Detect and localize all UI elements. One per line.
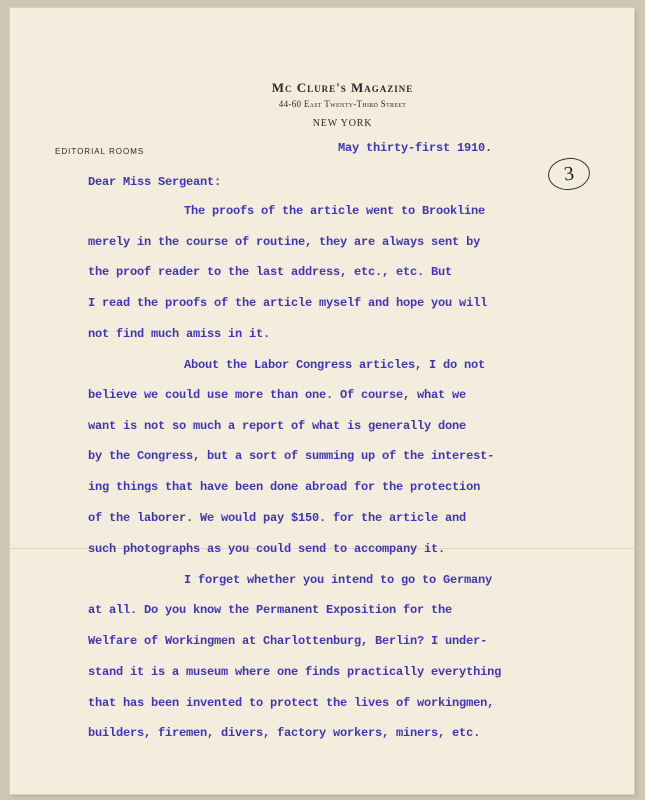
letter-line: I forget whether you intend to go to Germany [184, 573, 493, 587]
letter-line: About the Labor Congress articles, I do not [184, 358, 486, 372]
letter-line: not find much amiss in it. [88, 327, 271, 341]
letter-line: I read the proofs of the article myself and hope you will [88, 296, 488, 310]
letter-line: builders, firemen, divers, factory workers, miners, etc. [88, 726, 481, 740]
letter-line: ing things that have been done abroad for the protection [88, 480, 481, 494]
letter-line: merely in the course of routine, they are always sent by [88, 235, 481, 249]
letterhead-title: Mc Clure's Magazine [271, 80, 414, 95]
letter-line: believe we could use more than one. Of course, what we [88, 388, 467, 402]
letter-line: at all. Do you know the Permanent Exposition for the [88, 603, 453, 617]
letter-date: May thirty-first 1910. [338, 141, 493, 155]
letter-line: want is not so much a report of what is generally done [88, 419, 467, 433]
letter-salutation: Dear Miss Sergeant: [88, 175, 222, 189]
letter-line: Welfare of Workingmen at Charlottenburg, Berlin? I under- [88, 634, 488, 648]
letter-line: by the Congress, but a sort of summing up of the interest- [88, 449, 495, 463]
letter-line: such photographs as you could send to accompany it. [88, 542, 446, 556]
letter-line: that has been invented to protect the lives of workingmen, [88, 696, 495, 710]
letterhead-department: EDITORIAL ROOMS [55, 147, 145, 156]
letterhead-city: NEW YORK [312, 118, 373, 129]
letterhead-street: 44-60 East Twenty-Third Street [278, 99, 407, 109]
letter-line: the proof reader to the last address, etc., etc. But [88, 265, 453, 279]
letter-line: stand it is a museum where one finds practically everything [88, 665, 502, 679]
letter-line: of the laborer. We would pay $150. for the article and [88, 511, 467, 525]
letter-line: The proofs of the article went to Brookline [184, 204, 486, 218]
page-number-circled: 3 [546, 156, 591, 192]
